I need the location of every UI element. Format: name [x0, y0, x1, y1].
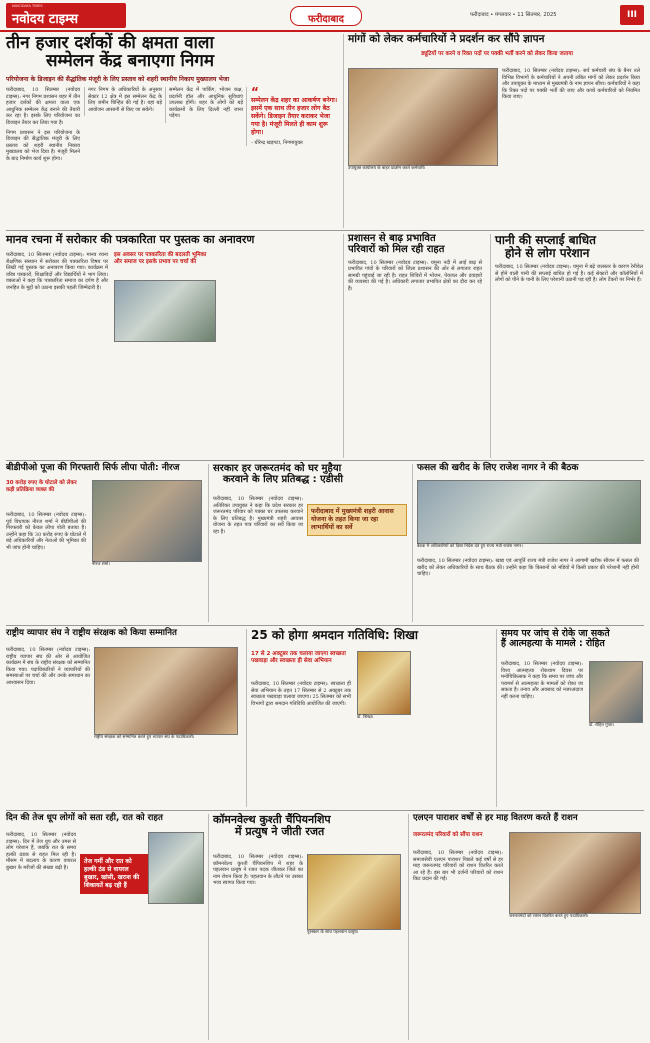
- headline-line2: सम्मेलन केंद्र बनाएगा निगम: [46, 51, 215, 72]
- story12-highlight-box: [80, 854, 148, 894]
- story4-headline-l2: परिवारों को मिल रही राहत: [348, 243, 445, 255]
- story3-body: फरीदाबाद, 10 सितम्बर (नवोदय टाइम्स): मानव रचना शैक्षणिक संस्थान में सरोकार की पत्रकारिता विषय पर लिखी गई पुस्तक का अनावरण किया गया। कार्यक्रम में वरिष्ठ पत्रकारों, शिक्षाविदों और विद्यार्थियों ने भाग लिया। वक्ताओं ने कहा कि पत्रकारिता समाज का दर्पण है और जनहित के मुद्दों को उठाना इसकी पहली जिम्मेदारी है।: [6, 252, 108, 291]
- story5-body: फरीदाबाद, 10 सितम्बर (नवोदय टाइम्स): यमुना में बढ़े जलस्तर के कारण रेनीवेल से होने वाली पानी की सप्लाई बाधित हो गई है। कई सेक्टरों और कॉलोनियों में लोगों को पीने के पानी के लिए परेशानी उठानी पड़ रही है। लोग टैंकरों पर निर्भर हैं।: [495, 263, 643, 284]
- divider-2: [6, 460, 644, 461]
- headline-line1: तीन हजार दर्शकों की क्षमता वाला: [6, 33, 214, 53]
- story-bdpo-arrest: [6, 464, 203, 622]
- story13-headline-l1: कॉमनवेल्थ कुश्ती चैंपियनशिप: [213, 813, 331, 826]
- story9-photo: [94, 647, 238, 735]
- quote-icon: “: [251, 85, 259, 99]
- story-wrestling: [208, 814, 407, 1040]
- story-weather: [6, 814, 202, 1040]
- story-ration-distribution: [408, 814, 649, 1040]
- story10-photo: [357, 651, 411, 715]
- brand-small: NAVODAYA TIMES: [12, 4, 43, 8]
- story6-kicker: 30 करोड़ रुपए के घोटाले को लेकर कड़ी प्रतिक्रिया व्यक्त की: [6, 480, 77, 493]
- dateline: फरीदाबाद • मंगलवार • 11 सितम्बर, 2025: [470, 12, 557, 18]
- story12-body: फरीदाबाद, 10 सितम्बर (नवोदय टाइम्स): दिन में तेज धूप और उमस से लोग परेशान हैं, जबकि रात के समय हल्की ठंडक से राहत मिल रही है। मौसम में बदलाव के कारण वायरल बुखार के मरीजों की संख्या बढ़ी है।: [6, 832, 76, 871]
- story-housing-adc: [208, 464, 411, 622]
- story12-headline: दिन की तेज धूप लोगों को सता रही, रात को राहत: [6, 813, 163, 823]
- story10-headline: 25 को होगा श्रमदान गतिविधि: शिखा: [251, 628, 419, 642]
- story11-headline-l1: समय पर जांच से रोके जा सकते: [501, 628, 610, 639]
- story1-body1: फरीदाबाद, 10 सितम्बर (नवोदय टाइम्स): नगर निगम प्रशासन शहर में तीन हजार दर्शकों की क्षमता वाला एक आधुनिक सम्मेलन केंद्र बनाने की तैयारी कर रहा है। इसके लिए परियोजना का डिजाइन तैयार कर लिया गया है।: [6, 87, 80, 126]
- divider-3: [6, 625, 644, 626]
- story8-caption: बैठक में अधिकारियों को दिशा निर्देश देते हुए राज्य मंत्री राजेश नागर।: [417, 544, 523, 549]
- story13-caption: पुरस्कार के साथ पहलवान प्रत्युष।: [307, 930, 359, 935]
- section-city: फरीदाबाद: [308, 14, 344, 25]
- story13-body: फरीदाबाद, 10 सितम्बर (नवोदय टाइम्स): कॉमनवेल्थ कुश्ती चैंपियनशिप में शहर के पहलवान प्रत्युष ने रजत पदक जीतकर जिले का नाम रोशन किया है। पहलवान के लौटने पर उसका भव्य स्वागत किया गया।: [213, 854, 303, 887]
- story14-kicker: जरूरतमंद परिवारों को सौंपा राशन: [413, 832, 483, 838]
- story8-photo: [417, 480, 641, 544]
- story11-body: फरीदाबाद, 10 सितम्बर (नवोदय टाइम्स): विश्व आत्महत्या रोकथाम दिवस पर मनोचिकित्सक ने कहा कि समय पर जांच और परामर्श से आत्महत्या के मामलों को रोका जा सकता है। तनाव और अवसाद को नजरअंदाज नहीं करना चाहिए।: [501, 661, 583, 700]
- brand-logo: [6, 3, 126, 28]
- story2-photo: [348, 68, 498, 166]
- story3-kicker: इस अवसर पर पत्रकारिता की बदलती भूमिका और समाज पर इसके प्रभाव पर चर्चा की: [114, 252, 207, 265]
- divider-1: [6, 230, 644, 231]
- page-number: III: [620, 5, 644, 25]
- story11-headline-l2: हैं आत्महत्या के मामले : रोहित: [501, 638, 605, 650]
- story7-highlight: फरीदाबाद में मुख्यमंत्री शहरी आवास योजना के तहत किया जा रहा लाभार्थियों का सर्वे: [311, 508, 394, 531]
- story13-headline-l2: में प्रत्युष ने जीती रजत: [235, 824, 325, 838]
- story1-body2: निगम प्रशासन ने इस परियोजना के डिजाइन की सैद्धांतिक मंजूरी के लिए प्रस्ताव को शहरी स्थानीय निकाय मुख्यालय को भेज दिया है। मंजूरी मिलने के बाद निर्माण कार्य शुरू होगा।: [6, 129, 80, 162]
- story7-body: फरीदाबाद, 10 सितम्बर (नवोदय टाइम्स): अतिरिक्त उपायुक्त ने कहा कि प्रदेश सरकार हर जरूरतमंद परिवार को पक्का घर उपलब्ध करवाने के लिए प्रतिबद्ध है। मुख्यमंत्री शहरी आवास योजना के तहत पात्र परिवारों का सर्वे किया जा रहा है।: [213, 496, 303, 535]
- story11-caption: डॉ. रोहित गुप्ता।: [589, 723, 615, 728]
- story2-body: फरीदाबाद, 10 सितम्बर (नवोदय टाइम्स): सर्व कर्मचारी संघ के बैनर तले विभिन्न विभागों के कर्मचारियों ने अपनी लंबित मांगों को लेकर प्रदर्शन किया और उपायुक्त के माध्यम से मुख्यमंत्री के नाम ज्ञापन सौंपा। कर्मचारियों ने कहा कि रिक्त पदों पर पक्की भर्ती की जाए और कच्चे कर्मचारियों को नियमित किया जाए।: [502, 68, 640, 101]
- story2-caption: उपायुक्त कार्यालय के बाहर प्रदर्शन करते कर्मचारी।: [348, 166, 426, 171]
- story6-caption: नीरज शर्मा।: [92, 562, 111, 567]
- story8-body: फरीदाबाद, 10 सितम्बर (नवोदय टाइम्स): खाद्य एवं आपूर्ति राज्य मंत्री राजेश नागर ने आगामी खरीफ सीजन में फसल की खरीद को लेकर अधिकारियों के साथ बैठक की। उन्होंने कहा कि किसानों को मंडियों में किसी प्रकार की परेशानी नहीं होनी चाहिए।: [417, 558, 639, 578]
- story12-photo: [148, 832, 204, 904]
- story-book-launch: [6, 234, 338, 458]
- section-banner: [290, 6, 362, 26]
- story4-body: फरीदाबाद, 10 सितम्बर (नवोदय टाइम्स): यमुना नदी में आई बाढ़ से प्रभावित गांवों के परिवारों को जिला प्रशासन की ओर से लगातार राहत सामग्री पहुंचाई जा रही है। राहत शिविरों में भोजन, पेयजल और दवाइयों की व्यवस्था की गई है। अधिकारी लगातार प्रभावित क्षेत्रों का दौरा कर रहे हैं।: [348, 259, 482, 292]
- story1-col1: [6, 87, 80, 166]
- masthead: [0, 0, 650, 32]
- story-trade-union: [6, 629, 240, 807]
- story7-highlight-box: [307, 504, 407, 536]
- story1-quote-by: - धीरेन्द्र खड़गटा, निगमायुक्त: [251, 140, 303, 146]
- story9-headline: राष्ट्रीय व्यापार संघ ने राष्ट्रीय संरक्षक को किया सम्मानित: [6, 628, 177, 638]
- story6-body: फरीदाबाद, 10 सितम्बर (नवोदय टाइम्स): पूर्व विधायक नीरज शर्मा ने बीडीपीओ की गिरफ्तारी को केवल लीपा पोती बताया है। उन्होंने कहा कि 30 करोड़ रुपए के घोटाले में बड़े अधिकारियों और नेताओं की भूमिका की भी जांच होनी चाहिए।: [6, 512, 86, 551]
- story-convention-centre: [6, 34, 338, 228]
- story10-caption: डॉ. शिखा।: [357, 715, 374, 720]
- story-water-supply: [490, 234, 649, 458]
- story5-headline-l2: होने से लोग परेशान: [505, 245, 590, 260]
- story1-quote-box: [246, 87, 339, 146]
- story-shramdaan: [246, 629, 495, 807]
- story13-photo: [307, 854, 401, 930]
- story1-body4: सम्मेलन केंद्र में पार्किंग, भोजन कक्ष, प्रदर्शनी हॉल और आधुनिक सुविधाएं उपलब्ध होंगी। शहर के लोगों को बड़े कार्यक्रमों के लिए दिल्ली नहीं जाना पड़ेगा।: [169, 87, 243, 120]
- story9-caption: राष्ट्रीय संरक्षक को सम्मानित करते हुए व्यापार संघ के पदाधिकारी।: [94, 735, 195, 740]
- story6-headline: बीडीपीओ पूजा की गिरफ्तारी सिर्फ लीपा पोती: नीरज: [6, 463, 180, 473]
- masthead-rule: [0, 30, 650, 32]
- story3-headline: मानव रचना में सरोकार की पत्रकारिता पर पुस्तक का अनावरण: [6, 233, 255, 246]
- story3-photo: [114, 280, 216, 342]
- story4-headline-l1: प्रशासन से बाढ़ प्रभावित: [348, 233, 436, 244]
- story1-col3: [165, 87, 243, 123]
- story5-headline-l1: पानी की सप्लाई बाधित: [495, 233, 596, 247]
- story2-headline: मांगों को लेकर कर्मचारियों ने प्रदर्शन कर सौंपे ज्ञापन: [348, 33, 545, 45]
- divider-4: [6, 810, 644, 811]
- story1-body3: नगर निगम के अधिकारियों के अनुसार सेक्टर 12 क्षेत्र में इस सम्मेलन केंद्र के लिए जमीन चिन्हित की गई है। यहां बड़े आयोजन आसानी से किए जा सकेंगे।: [88, 87, 162, 113]
- story14-photo: [509, 832, 641, 914]
- story14-body: फरीदाबाद, 10 सितम्बर (नवोदय टाइम्स): समाजसेवी एलएन पाराशर पिछले कई वर्षों से हर माह जरूरतमंद परिवारों को राशन वितरित करते आ रहे हैं। इस बार भी दर्जनों परिवारों को राशन किट प्रदान की गईं।: [413, 850, 503, 883]
- story7-headline-l2: करवाने के लिए प्रतिबद्ध : एडीसी: [223, 473, 343, 485]
- story10-kicker: 17 से 2 अक्टूबर तक चलाया जाएगा स्वच्छता पखवाड़ा और स्वच्छता ही सेवा अभियान: [251, 651, 346, 664]
- brand-name: नवोदय टाइम्स: [12, 12, 79, 27]
- story-employees-protest: [343, 34, 649, 228]
- story10-body: फरीदाबाद, 10 सितम्बर (नवोदय टाइम्स): स्वच्छता ही सेवा अभियान के तहत 17 सितम्बर से 2 अक्टूबर तक स्वच्छता पखवाड़ा चलाया जाएगा। 25 सितम्बर को सभी विभागों द्वारा श्रमदान गतिविधि आयोजित की जाएगी।: [251, 681, 351, 707]
- story8-headline: फसल की खरीद के लिए राजेश नागर ने की बैठक: [417, 463, 579, 473]
- story-suicide-prevention: [496, 629, 649, 807]
- deck: परियोजना के डिजाइन की सैद्धांतिक मंजूरी के लिए प्रस्ताव को शहरी स्थानीय निकाय मुख्यालय भेजा: [6, 75, 230, 83]
- story2-kicker: ड्यूटियों पर करने व रिक्त पदों पर पक्की भर्ती करने को लेकर किया जताया: [421, 51, 573, 57]
- story11-photo: [589, 661, 643, 723]
- story-flood-relief: [343, 234, 488, 458]
- story9-body: फरीदाबाद, 10 सितम्बर (नवोदय टाइम्स): राष्ट्रीय व्यापार संघ की ओर से आयोजित कार्यक्रम में संघ के राष्ट्रीय संरक्षक को सम्मानित किया गया। पदाधिकारियों ने व्यापारियों की समस्याओं पर चर्चा की और उनके समाधान का आश्वासन दिया।: [6, 647, 90, 686]
- story14-headline: एलएन पाराशर वर्षों से हर माह वितरण करते हैं राशन: [413, 813, 578, 823]
- story6-photo: [92, 480, 202, 562]
- story7-headline-l1: सरकार हर जरूरतमंद को घर मुहैया: [213, 463, 342, 474]
- story-crop-procurement: [412, 464, 649, 622]
- story14-caption: जरूरतमंदों को राशन वितरित करते हुए पदाधिकारी।: [509, 914, 589, 919]
- story1-col2: [84, 87, 162, 116]
- story12-highlight: तेज गर्मी और रात को हल्की ठंड से वायरल बुखार, खांसी, खराश की शिकायतें बढ़ रही हैं: [84, 858, 140, 889]
- story1-quote: सम्मेलन केंद्र शहर का आकर्षण बनेगा। इसमें एक साथ तीन हजार लोग बैठ सकेंगे। डिजाइन तैयार कराकर भेजा गया है। मंजूरी मिलते ही काम शुरू होगा।: [251, 97, 338, 136]
